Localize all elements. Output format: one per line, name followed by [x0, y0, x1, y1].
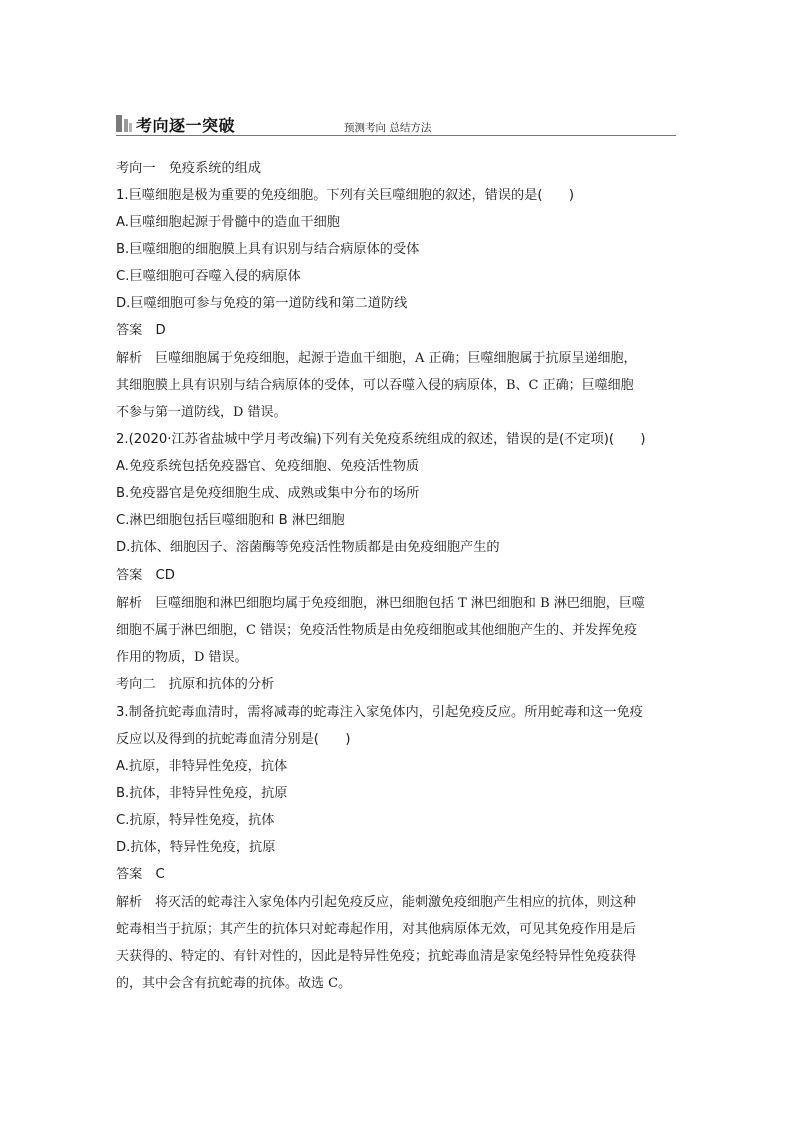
question-3-explanation-line: 天获得的、特定的、有针对性的，因此是特异性免疫；抗蛇毒血清是家兔经特异性免疫获得: [116, 949, 637, 964]
topic-heading-2: 考向二 抗原和抗体的分析: [116, 677, 275, 692]
section-subtitle: 预测考向 总结方法: [344, 122, 432, 134]
question-2-option-d: D.抗体、细胞因子、溶菌酶等免疫活性物质都是由免疫细胞产生的: [116, 540, 500, 555]
header-rule: [116, 135, 676, 136]
question-2-stem: 2.(2020·江苏省盐城中学月考改编)下列有关免疫系统组成的叙述，错误的是(不定项)( ): [116, 432, 646, 447]
topic-heading-1: 考向一 免疫系统的组成: [116, 161, 262, 176]
question-2-option-c: C.淋巴细胞包括巨噬细胞和 B 淋巴细胞: [116, 513, 345, 528]
question-3-option-b: B.抗体，非特异性免疫，抗原: [116, 786, 288, 801]
question-3-option-a: A.抗原，非特异性免疫，抗体: [116, 759, 288, 774]
section-header: [116, 112, 676, 136]
question-1-option-c: C.巨噬细胞可吞噬入侵的病原体: [116, 269, 301, 284]
question-3-stem: 反应以及得到的抗蛇毒血清分别是( ): [116, 732, 351, 747]
question-1-explanation-line: 不参与第一道防线，D 错误。: [116, 405, 287, 420]
question-3-explanation-line: 解析 将灭活的蛇毒注入家兔体内引起免疫反应，能刺激免疫细胞产生相应的抗体，则这种: [116, 895, 637, 910]
section-title: 考向逐一突破: [136, 116, 236, 135]
question-1-option-a: A.巨噬细胞起源于骨髓中的造血干细胞: [116, 215, 340, 230]
question-3-option-d: D.抗体，特异性免疫，抗原: [116, 840, 276, 855]
question-2-option-a: A.免疫系统包括免疫器官、免疫细胞、免疫活性物质: [116, 459, 420, 474]
question-1-stem: 1.巨噬细胞是极为重要的免疫细胞。下列有关巨噬细胞的叙述，错误的是( ): [116, 188, 575, 203]
question-3-stem: 3.制备抗蛇毒血清时，需将减毒的蛇毒注入家兔体内，引起免疫反应。所用蛇毒和这一免疫: [116, 705, 643, 720]
question-1-answer: 答案 D: [116, 323, 166, 338]
question-3-explanation-line: 的，其中会含有抗蛇毒的抗体。故选 C。: [116, 976, 352, 991]
question-2-option-b: B.免疫器官是免疫细胞生成、成熟或集中分布的场所: [116, 486, 420, 501]
question-1-option-d: D.巨噬细胞可参与免疫的第一道防线和第二道防线: [116, 296, 408, 311]
question-1-explanation-line: 解析 巨噬细胞属于免疫细胞，起源于造血干细胞，A 正确；巨噬细胞属于抗原呈递细胞，: [116, 351, 637, 366]
question-1-explanation-line: 其细胞膜上具有识别与结合病原体的受体，可以吞噬入侵的病原体，B、C 正确；巨噬细胞: [116, 378, 634, 393]
question-3-answer: 答案 C: [116, 867, 165, 882]
question-2-answer: 答案 CD: [116, 568, 175, 583]
question-2-explanation-line: 作用的物质，D 错误。: [116, 650, 248, 665]
section-bars-icon: [116, 115, 134, 132]
question-3-explanation-line: 蛇毒相当于抗原；其产生的抗体只对蛇毒起作用，对其他病原体无效，可见其免疫作用是后: [116, 922, 637, 937]
question-3-option-c: C.抗原，特异性免疫，抗体: [116, 813, 275, 828]
question-2-explanation-line: 细胞不属于淋巴细胞，C 错误；免疫活性物质是由免疫细胞或其他细胞产生的、并发挥免疫: [116, 623, 638, 638]
question-1-option-b: B.巨噬细胞的细胞膜上具有识别与结合病原体的受体: [116, 242, 420, 257]
question-2-explanation-line: 解析 巨噬细胞和淋巴细胞均属于免疫细胞，淋巴细胞包括 T 淋巴细胞和 B 淋巴细胞，巨噬: [116, 596, 645, 611]
